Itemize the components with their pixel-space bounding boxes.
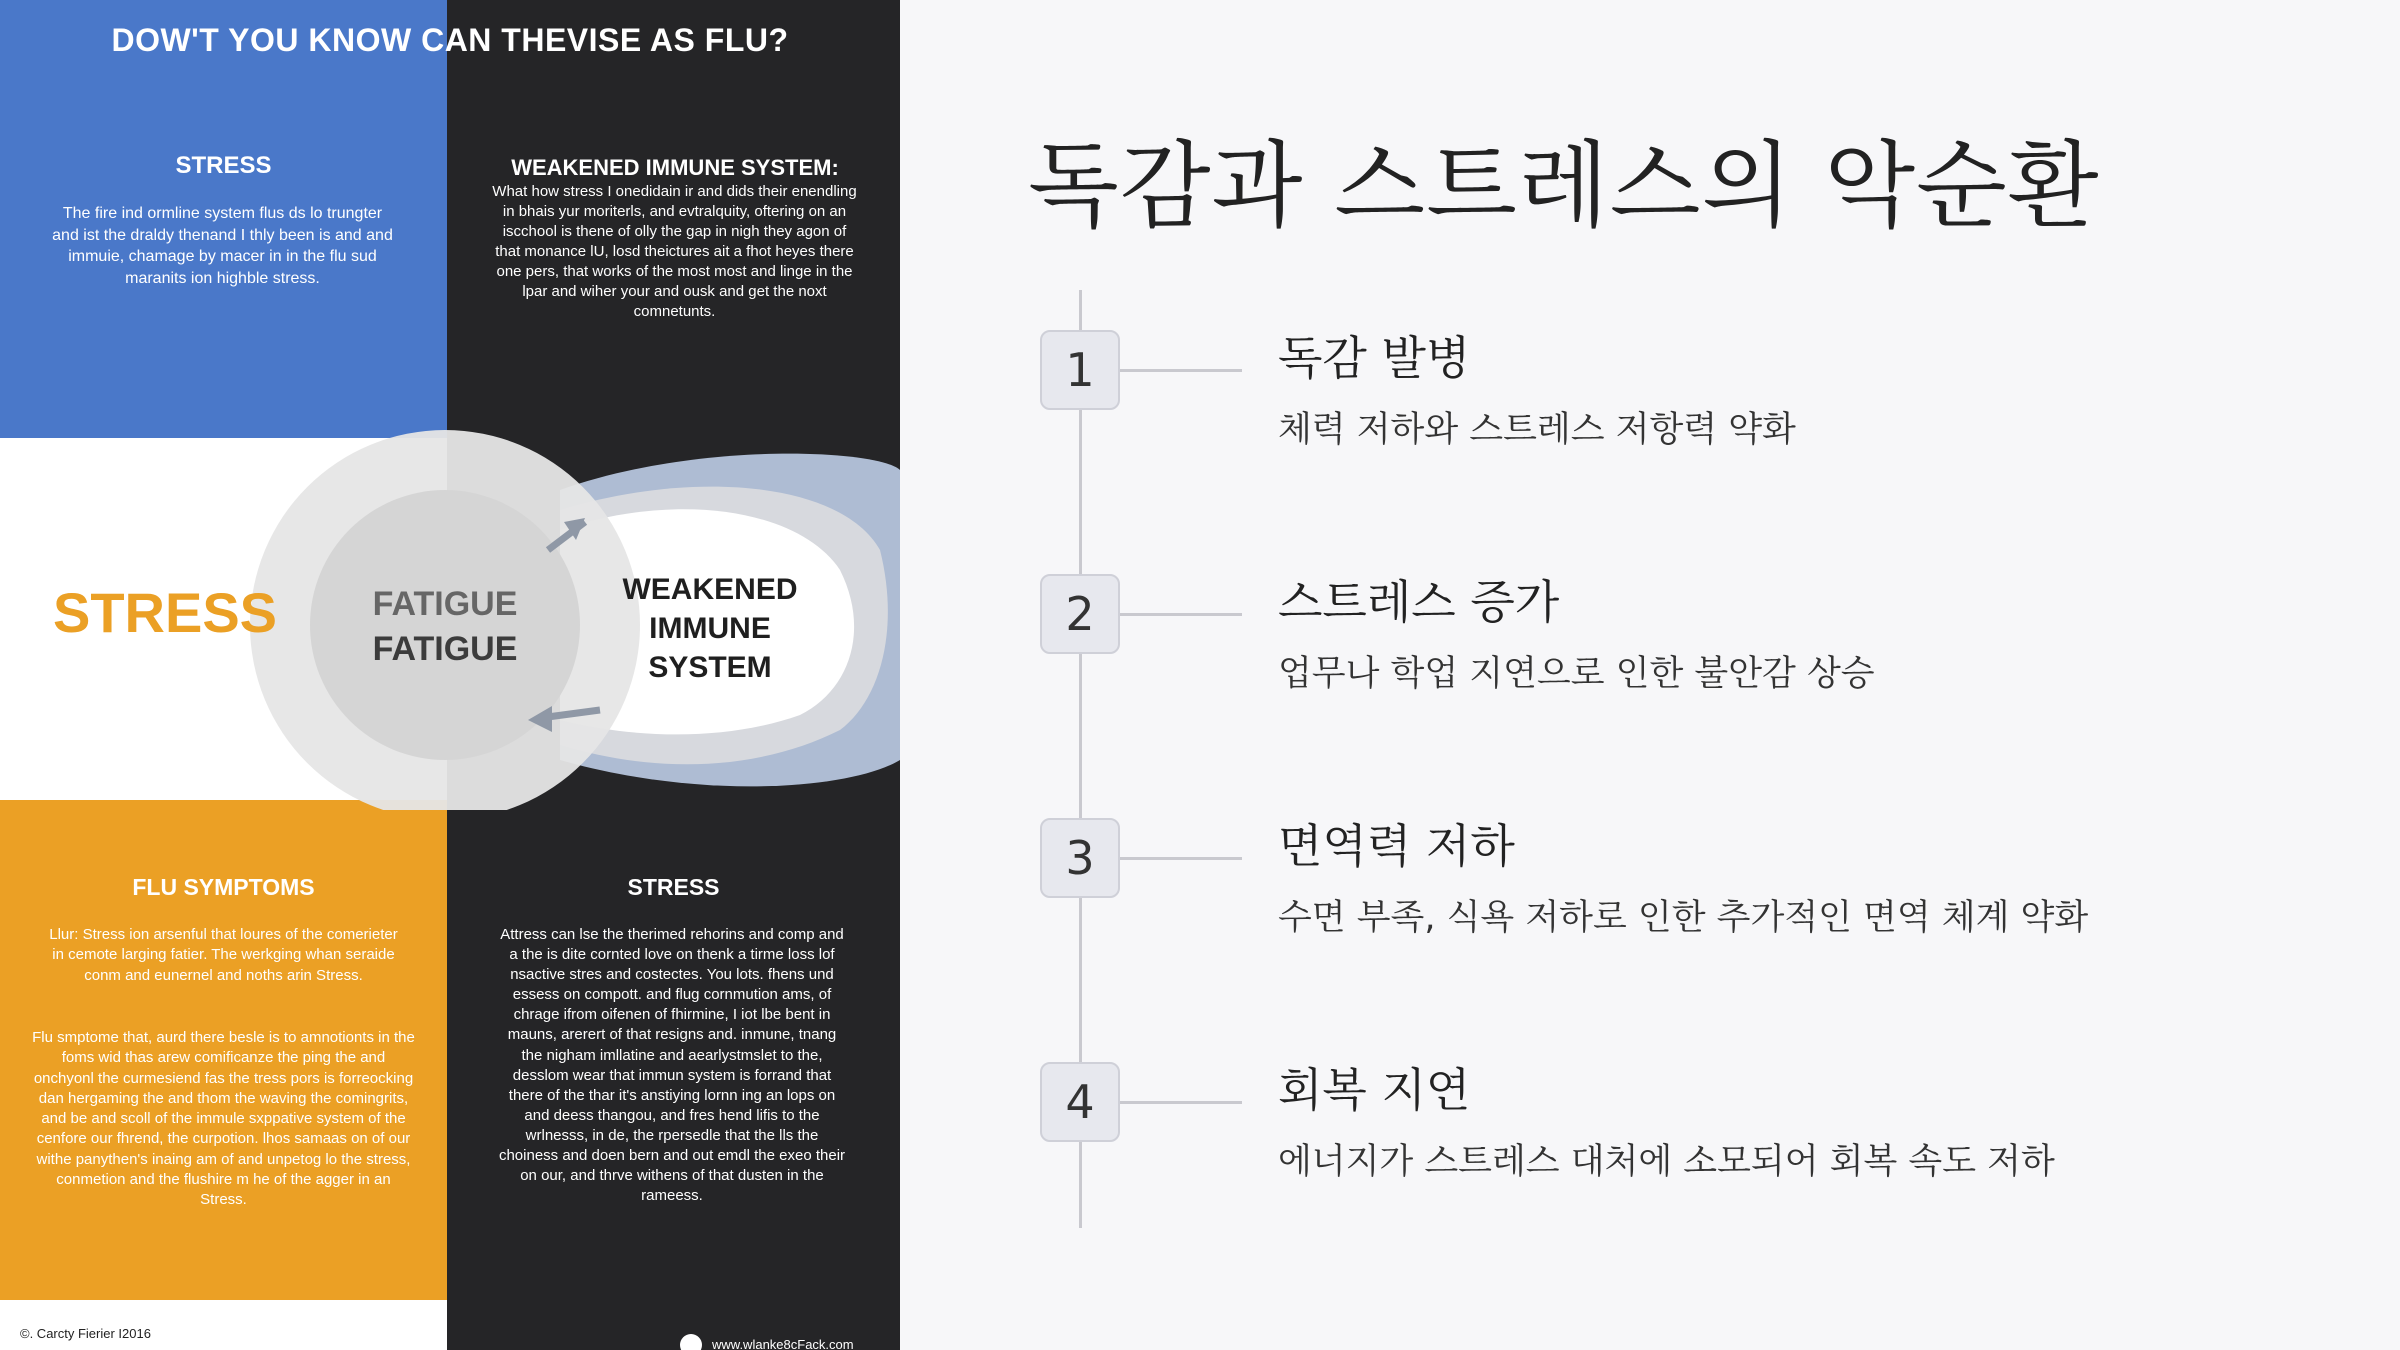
bottom-left-heading: FLU SYMPTOMS: [132, 874, 315, 900]
top-left-heading: STRESS: [175, 152, 272, 179]
timeline-step-1: [900, 330, 2400, 490]
timeline-step-3: [900, 818, 2400, 978]
step-connector: [1120, 613, 1242, 616]
step-number-box: 2: [1040, 574, 1120, 654]
step-connector: [1120, 369, 1242, 372]
diagram-fatigue-label-2: FATIGUE: [372, 630, 518, 668]
credit-left: ©. Carcty Fierier I2016: [20, 1326, 151, 1341]
bottom-left-body-1: Llur: Stress ion arsenful that loures of the comerieter in cemote larging fatier. The werkging whan seraide conm and eunernel and noths arin Stress.: [49, 926, 398, 984]
timeline-step-2: [900, 574, 2400, 734]
infographic-title: DOW'T YOU KNOW CAN THEVISE AS FLU?: [111, 22, 789, 58]
step-title: 면역력 저하: [1278, 819, 1515, 873]
globe-icon: [680, 1334, 702, 1350]
credit-right: www.wlanke8cFack.com: [712, 1337, 854, 1350]
flu-infographic-image: [0, 0, 900, 1350]
step-connector: [1120, 1101, 1242, 1104]
bottom-right-heading: STRESS: [627, 874, 720, 900]
step-title: 회복 지연: [1278, 1063, 1471, 1117]
top-right-heading: WEAKENED IMMUNE SYSTEM:: [511, 155, 839, 180]
step-description: 업무나 학업 지연으로 인한 불안감 상승: [1278, 654, 1875, 694]
top-left-body: The fire ind ormline system flus ds lo trungter and ist the draldy thenand I thly been is and and immuie, chamage by macer in in the flu sud maranits ion highble stress.: [52, 205, 393, 287]
step-title: 스트레스 증가: [1278, 575, 1560, 629]
step-number-box: 1: [1040, 330, 1120, 410]
step-title: 독감 발병: [1278, 331, 1471, 385]
footer-left-strip: [0, 1300, 447, 1350]
slide-panel: [900, 0, 2400, 1350]
slide-title: 독감과 스트레스의 악순환: [1028, 132, 2100, 241]
step-connector: [1120, 857, 1242, 860]
timeline-step-4: [900, 1062, 2400, 1222]
diagram-weakened-label-1: WEAKENED: [622, 573, 798, 606]
step-description: 에너지가 스트레스 대처에 소모되어 회복 속도 저하: [1278, 1142, 2055, 1182]
step-description: 수면 부족, 식욕 저하로 인한 추가적인 면역 체계 약화: [1278, 898, 2089, 938]
top-right-body: What how stress I onedidain ir and dids their enendling in bhais yur moriterls, and evtralquity, oftering on an iscchool is thene of olly the gap in nigh they agon of that monance lU, losd theictures ait a fhot heyes there one pers, that works of the most most and linge in the lpar and wiher your and ousk and get the noxt comnetunts.: [492, 183, 857, 320]
bottom-left-body-2: Flu smptome that, aurd there besle is to amnotionts in the foms wid thas arew comificanze the ping the and onchyonl the curmesiend fas the tress pors is forreocking dan hergaming the and thom the waving the comingrits, and be and scoll of the immule sxppative system of the cenfore our fhrend, the curpotion. lhos samaas on of our withe panythen's inaing am of and unpetog lo the stress, conmetion and the flushire m he of the agger in an Stress.: [32, 1029, 415, 1208]
diagram-stress-label: STRESS: [52, 581, 278, 644]
cycle-diagram: [0, 430, 900, 810]
step-number-box: 3: [1040, 818, 1120, 898]
diagram-weakened-label-2: IMMUNE: [649, 612, 771, 645]
diagram-weakened-label-3: SYSTEM: [648, 651, 772, 684]
step-description: 체력 저하와 스트레스 저항력 약화: [1278, 410, 1796, 450]
step-number-box: 4: [1040, 1062, 1120, 1142]
bottom-right-body: Attress can lse the therimed rehorins and comp and a the is dite cornted love on thenk a tirme loss lof nsactive stres and costectes. You lots. fhens und essess on compott. and flug cornmution ams, of chrage ifrom oifenen of fhirmine, I iot lbe bent in mauns, arerert of that resigns and. inmune, tnang the nigham imllatine and aearlystmslet to the, desslom wear that immun system is forrand that there of the thar it's anstiying lornn ing an lops on and deess thangou, and fres hend lifis to the wrlnesss, in de, the rpersedle that the lls the choiness and doen bern and out emdl the exeo their on our, and thrve withens of that dusten in the rameess.: [498, 926, 846, 1205]
diagram-fatigue-label-1: FATIGUE: [372, 585, 518, 623]
